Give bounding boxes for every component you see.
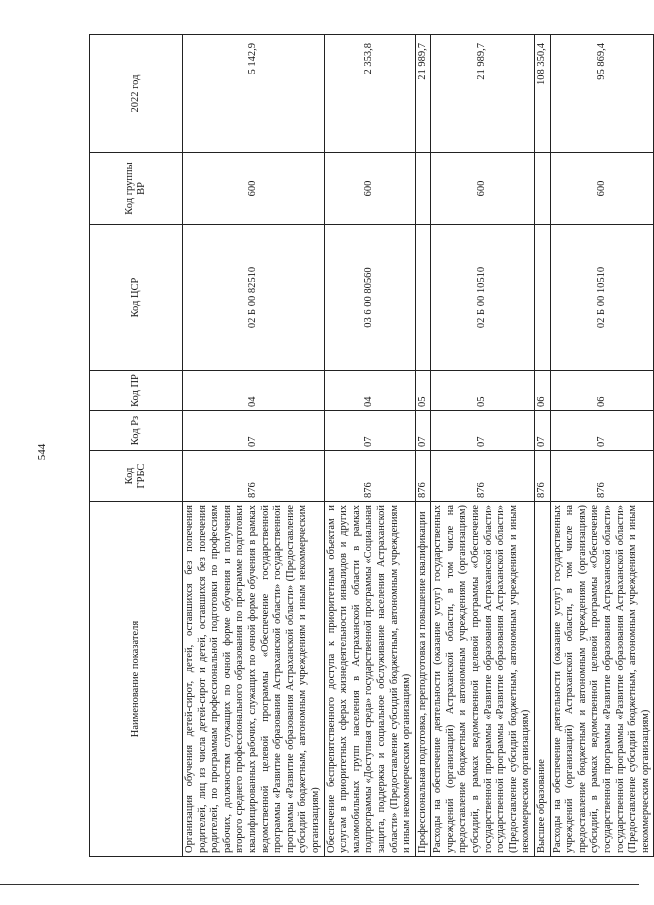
header-csr: Код ЦСР [90,225,183,371]
row-2022: 21 989,7 [415,35,431,153]
row-vr [535,153,551,225]
row-rz: 07 [431,411,535,451]
row-name: Расходы на обеспечение деятельности (оказание услуг) государственных учреждений (организаций) Астраханской области, в том числе на предоставление бюджетным и автономным учреждениям (организациям) субсидий, в рамках ведомственной целевой программы «Обеспечение государственной программы «Развитие образования Астраханской области» государственной программы «Развитие образования Астраханской области» (Предоставление субсидий бюджетным, автономным учреждениям и иным некоммерческим организациям) [550,502,654,857]
table-body [183,35,654,857]
row-rz: 07 [324,411,415,451]
row-pr: 05 [415,371,431,411]
row-2022: 95 869,4 [550,35,654,153]
row-vr: 600 [431,153,535,225]
row-rz: 07 [183,411,325,451]
row-grbs: 876 [324,451,415,502]
row-vr: 600 [550,153,654,225]
row-grbs: 876 [535,451,551,502]
table-row [183,35,325,857]
row-rz: 07 [415,411,431,451]
table-row [324,35,415,857]
rotated-page-content [89,35,651,857]
row-2022: 2 353,8 [324,35,415,153]
row-pr: 04 [183,371,325,411]
row-name: Организация обучения детей-сирот, детей, оставшихся без попечения родителей, лиц из числа детей-сирот и детей, оставшихся без попечения родителей, по программам профессиональной подготовки по профессиям рабочих, должностям служащих по очной форме обучения и получения второго среднего профессионального образования по программе подготовки квалифицированных рабочих, служащих по очной форме обучения в рамках ведомственной целевой программы «Обеспечение государственной программы «Развитие образования Астраханской области» государственной программы «Развитие образования Астраханской области» (Предоставление субсидий бюджетным, автономным учреждениям и иным некоммерческим организациям) [183,502,325,857]
header-name: Наименование показателя [90,502,183,857]
row-pr: 06 [535,371,551,411]
table-header-row [90,35,183,857]
table-row [415,35,431,857]
budget-table [89,34,654,857]
page-number: 544 [36,443,48,461]
row-pr: 06 [550,371,654,411]
row-2022: 108 350,4 [535,35,551,153]
row-csr [415,225,431,371]
row-grbs: 876 [550,451,654,502]
row-vr [415,153,431,225]
header-2022: 2022 год [90,35,183,153]
row-rz: 07 [550,411,654,451]
table-row [535,35,551,857]
header-vr: Код группы ВР [90,153,183,225]
row-pr: 05 [431,371,535,411]
row-name: Профессиональная подготовка, переподготовка и повышение квалификации [415,502,431,857]
row-grbs: 876 [183,451,325,502]
header-rz: Код Рз [90,411,183,451]
row-vr: 600 [324,153,415,225]
row-2022: 5 142,9 [183,35,325,153]
row-grbs: 876 [431,451,535,502]
header-pr: Код ПР [90,371,183,411]
row-csr [535,225,551,371]
row-csr: 03 6 00 80560 [324,225,415,371]
table-row [431,35,535,857]
row-csr: 02 Б 00 10510 [431,225,535,371]
row-name: Обеспечение беспрепятственного доступа к приоритетным объектам и услугам в приоритетных сферах жизнедеятельности инвалидов и других маломобильных групп населения в Астраханской области в рамках подпрограммы «Доступная среда» государственной программы «Социальная защита, поддержка и социальное обслуживание населения Астраханской области» (Предоставление субсидий бюджетным, автономным учреждениям и иным некоммерческим организациям) [324,502,415,857]
row-grbs: 876 [415,451,431,502]
row-pr: 04 [324,371,415,411]
row-csr: 02 Б 00 82510 [183,225,325,371]
row-2022: 21 989,7 [431,35,535,153]
row-csr: 02 Б 00 10510 [550,225,654,371]
bottom-divider [0,884,639,885]
table-row [550,35,654,857]
row-name: Высшее образование [535,502,551,857]
header-grbs: Код ГРБС [90,451,183,502]
row-vr: 600 [183,153,325,225]
row-name: Расходы на обеспечение деятельности (оказание услуг) государственных учреждений (организаций) Астраханской области, в том числе на предоставление бюджетным и автономным учреждениям (организациям) субсидий, в рамках ведомственной целевой программы «Обеспечение государственной программы «Развитие образования Астраханской области» государственной программы «Развитие образования Астраханской области» (Предоставление субсидий бюджетным, автономным учреждениям и иным некоммерческим организациям) [431,502,535,857]
row-rz: 07 [535,411,551,451]
